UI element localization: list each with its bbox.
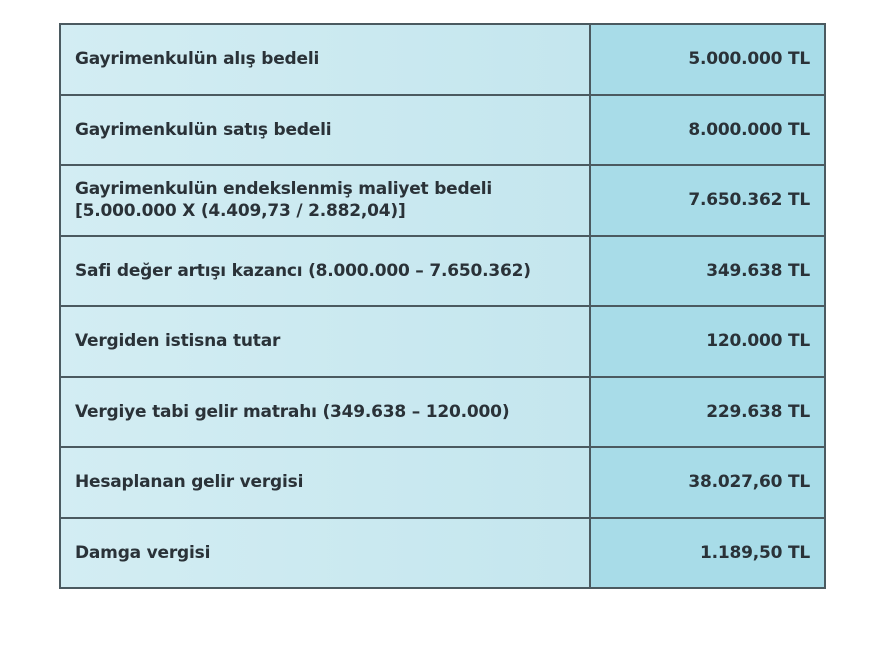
table-row <box>60 95 825 166</box>
row-value: 349.638 TL <box>590 236 825 307</box>
row-label-line1: Gayrimenkulün endekslenmiş maliyet bedeli <box>75 179 493 200</box>
row-value: 7.650.362 TL <box>590 165 825 236</box>
row-value: 229.638 TL <box>590 377 825 448</box>
table-row <box>60 518 825 589</box>
table-row <box>60 236 825 307</box>
row-value: 8.000.000 TL <box>590 95 825 166</box>
table-row <box>60 24 825 95</box>
row-label: Vergiden istisna tutar <box>60 306 590 377</box>
row-value: 38.027,60 TL <box>590 447 825 518</box>
table-row <box>60 306 825 377</box>
row-value: 5.000.000 TL <box>590 24 825 95</box>
row-label: Damga vergisi <box>60 518 590 589</box>
row-label: Hesaplanan gelir vergisi <box>60 447 590 518</box>
row-label: Gayrimenkulün alış bedeli <box>60 24 590 95</box>
row-value: 1.189,50 TL <box>590 518 825 589</box>
row-label: Gayrimenkulün satış bedeli <box>60 95 590 166</box>
row-value: 120.000 TL <box>590 306 825 377</box>
table-row <box>60 447 825 518</box>
row-label-line2: [5.000.000 X (4.409,73 / 2.882,04)] <box>75 201 406 222</box>
row-label <box>60 165 590 236</box>
table-row <box>60 377 825 448</box>
row-label: Vergiye tabi gelir matrahı (349.638 – 120.000) <box>60 377 590 448</box>
table-row <box>60 165 825 236</box>
row-label: Safi değer artışı kazancı (8.000.000 – 7.650.362) <box>60 236 590 307</box>
tax-calculation-table <box>59 23 826 589</box>
